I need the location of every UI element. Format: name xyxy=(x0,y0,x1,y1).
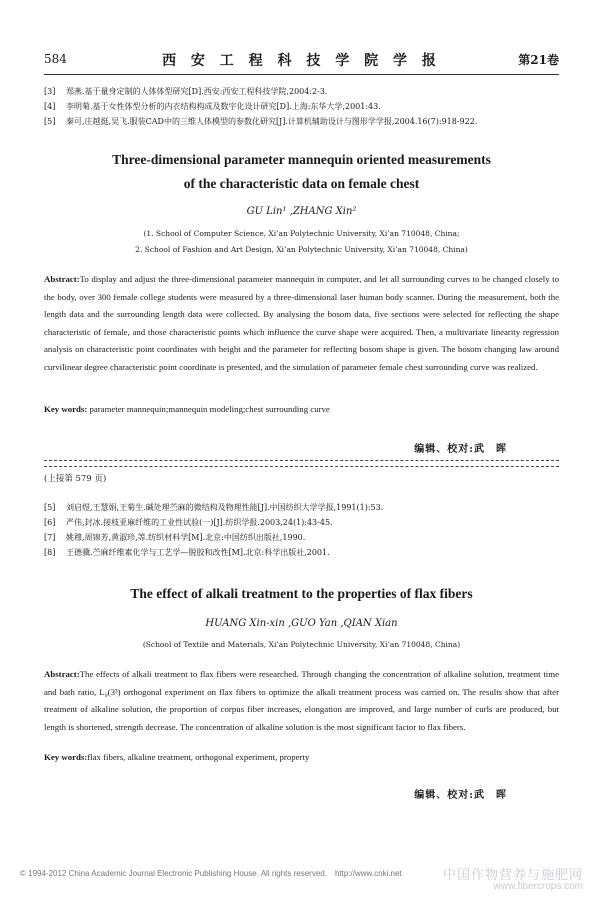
article1-authors: GU Lin¹ ,ZHANG Xin² xyxy=(246,206,357,217)
article2-authors: HUANG Xin-xin ,GUO Yan ,QIAN Xian xyxy=(205,618,398,629)
article2-affiliation: (School of Textile and Materials, Xi’an Polytechnic University, Xi’an 710048, China) xyxy=(142,640,461,649)
page-number: 584 xyxy=(44,52,67,66)
continued-note: (上接第 579 页) xyxy=(44,474,107,484)
reference-item: [5] 刘启煜,王慧娟,王菊生.碱处理苎麻的微结构及物理性能[J].中国纺织大学学报,1991(1):53. xyxy=(44,503,384,512)
volume-label: 第21卷 xyxy=(518,53,559,67)
article1-title: Three-dimensional parameter mannequin oriented measurements of the characteristic data on female chest xyxy=(112,152,491,191)
page-header xyxy=(44,50,559,70)
article1-abstract: Abstract:To display and adjust the three-dimensional parameter mannequin in computer, and let all surrounding curves to be changed closely to the body, over 300 female college students were measured by a three-dimensional laser human body scanner. During the measurement, both the length data and the surrounding length data were collected. By analysing the bosom data, five sections were selected for reflecting the shape characteristic of female, and those characteristic points which influence the curve shape were acquired. Then, a multivariate linearity regression analysis on characteristic point coordinates with height and the parameter for reflecting bosom shape is given. The bosom changing law around curvilinear degree characteristic point coordinate is presented, and the simulation of parameter female chest surrounding curve was realized. xyxy=(44,274,559,372)
reference-item: [3] 郑燕.基于量身定制的人体体型研究[D].西安:西安工程科技学院,2004:2-3. xyxy=(44,87,328,96)
section-divider xyxy=(44,460,559,467)
site-watermark: 中国作物营养与施肥网 xyxy=(442,867,583,882)
reference-item: [6] 严伟,封冰.接枝亚麻纤维的工业性试验(一)[J].纺织学报.2003,24(1):43-45. xyxy=(44,518,333,527)
article1-keywords: Key words: parameter mannequin;mannequin modeling;chest surrounding curve xyxy=(44,404,330,414)
references-top xyxy=(44,84,559,129)
reference-item: [8] 王德骥.苎麻纤维素化学与工艺学—脱胶和改性[M].北京:科学出版社,2001. xyxy=(44,548,330,557)
references-bottom xyxy=(44,500,559,560)
header-rule xyxy=(44,74,559,75)
copyright-footer: © 1994-2012 China Academic Journal Electronic Publishing House. All rights reserved. http://www.cnki.net xyxy=(20,869,402,878)
reference-item: [5] 秦可,庄越挺,吴飞.服装CAD中的三维人体模型的参数化研究[J].计算机辅助设计与图形学学报,2004.16(7):918-922. xyxy=(44,117,478,126)
article2-abstract: Abstract:The effects of alkali treatment to flax fibers were researched. Through changing the concentration of alkaline solution, treatment time and bath ratio, L₉(3³) orthogonal experiment on flax fibers to optimize the alkali treatment process was carried on. The results show that after treatment of alkaline solution, the proportion of corpus fiber increases, elongation are improved, and large number of curls are produced, but length is shortened, strength decrease. The concentration of alkaline solution is the most significant factor to flax fibers. xyxy=(44,669,559,732)
reference-item: [7] 姚穆,周锦芳,黄淑珍,等.纺织材料学[M].北京:中国纺织出版社,1990. xyxy=(44,533,306,542)
site-watermark-url: www.fibercrops.com xyxy=(493,881,583,892)
article1-editor: 编辑、校对:武 晖 xyxy=(414,444,507,455)
article1-affiliations: (1. School of Computer Science, Xi’an Polytechnic University, Xi’an 710048, China; 2. School of Fashion and Art Design, Xi’an Polytechnic University, Xi’an 710048, China) xyxy=(135,229,468,254)
article2-editor: 编辑、校对:武 晖 xyxy=(414,790,507,801)
article2-title: The effect of alkali treatment to the properties of flax fibers xyxy=(130,586,473,601)
journal-name: 西 安 工 程 科 技 学 院 学 报 xyxy=(162,53,441,69)
reference-item: [4] 李明菊.基于女性体型分析的内衣结构构成及数字化设计研究[D].上海:东华大学,2001:43. xyxy=(44,102,381,111)
article2-keywords: Key words:flax fibers, alkaline treatment, orthogonal experiment, property xyxy=(44,752,310,762)
